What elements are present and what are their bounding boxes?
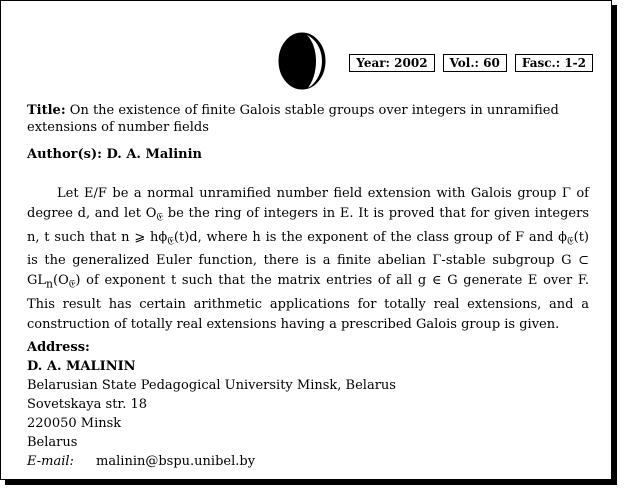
journal-logo (277, 31, 327, 91)
abstract-part-3: (t)d, where h is the exponent of the class group of F and ϕ (173, 229, 567, 245)
address-line: Belarus (27, 435, 78, 450)
authors-line (27, 147, 202, 162)
abstract-part-2: be the ring of integers in E. It is proved that for given integers n, t such that n ⩾ hϕ (27, 206, 590, 245)
abstract-part-5: (O (53, 273, 69, 289)
author-name: D. A. Malinin (106, 147, 203, 162)
paper-title: On the existence of finite Galois stable groups over integers in unramified extensions of number fields (27, 103, 559, 135)
title-block (27, 102, 587, 136)
title-label: Title: (27, 103, 66, 118)
address-block (27, 338, 396, 471)
abstract-part-6: ) of exponent t such that the matrix entries of all g ∈ G generate E over F. This result has certain arithmetic applications for totally real extensions, and a construction of totally real extensions having a prescribed Galois group is given. (27, 273, 589, 332)
year-box: Year: 2002 (349, 54, 434, 72)
address-name: D. A. MALININ (27, 359, 136, 374)
abstract-part-4: (t) is the generalized Euler function, there is a finite abelian Γ-stable subgroup G ⊂ GL (27, 229, 590, 289)
publication-info (349, 54, 593, 72)
email-address: malinin@bspu.unibel.by (96, 454, 256, 469)
address-line: Belarusian State Pedagogical University Minsk, Belarus (27, 378, 396, 393)
fascicle-box: Fasc.: 1-2 (515, 54, 593, 72)
address-line: 220050 Minsk (27, 416, 122, 431)
volume-box: Vol.: 60 (443, 54, 507, 72)
authors-label: Author(s): (27, 147, 102, 162)
abstract: Let E/F be a normal unramified number field extension with Galois group Γ of degree d, and let $O_𝔈$ be the ring of integers in E. It is proved that for given integers n, t such that n ⩾ $h\phi_𝔈(t)d$, where h is the exponent of the class group of F and $\phi_𝔈(t)$ is the generalized Euler function, there is a finite abelian Γ-stable subgroup G ⊂ $GL_n(O_𝔈)$ of exponent t such that the matrix entries of all g ∈ G generate E over F. This result has certain arithmetic applications for totally real extensions, and a construction of totally real extensions having a prescribed Galois group is given. (27, 186, 590, 332)
address-line: Sovetskaya str. 18 (27, 397, 148, 412)
address-label: Address: (27, 340, 90, 355)
abstract-part-1: Let E/F be a normal unramified number field extension with Galois group Γ of degree d, and let O (27, 186, 589, 221)
email-line (27, 452, 396, 471)
email-label: E-mail: (27, 454, 74, 469)
